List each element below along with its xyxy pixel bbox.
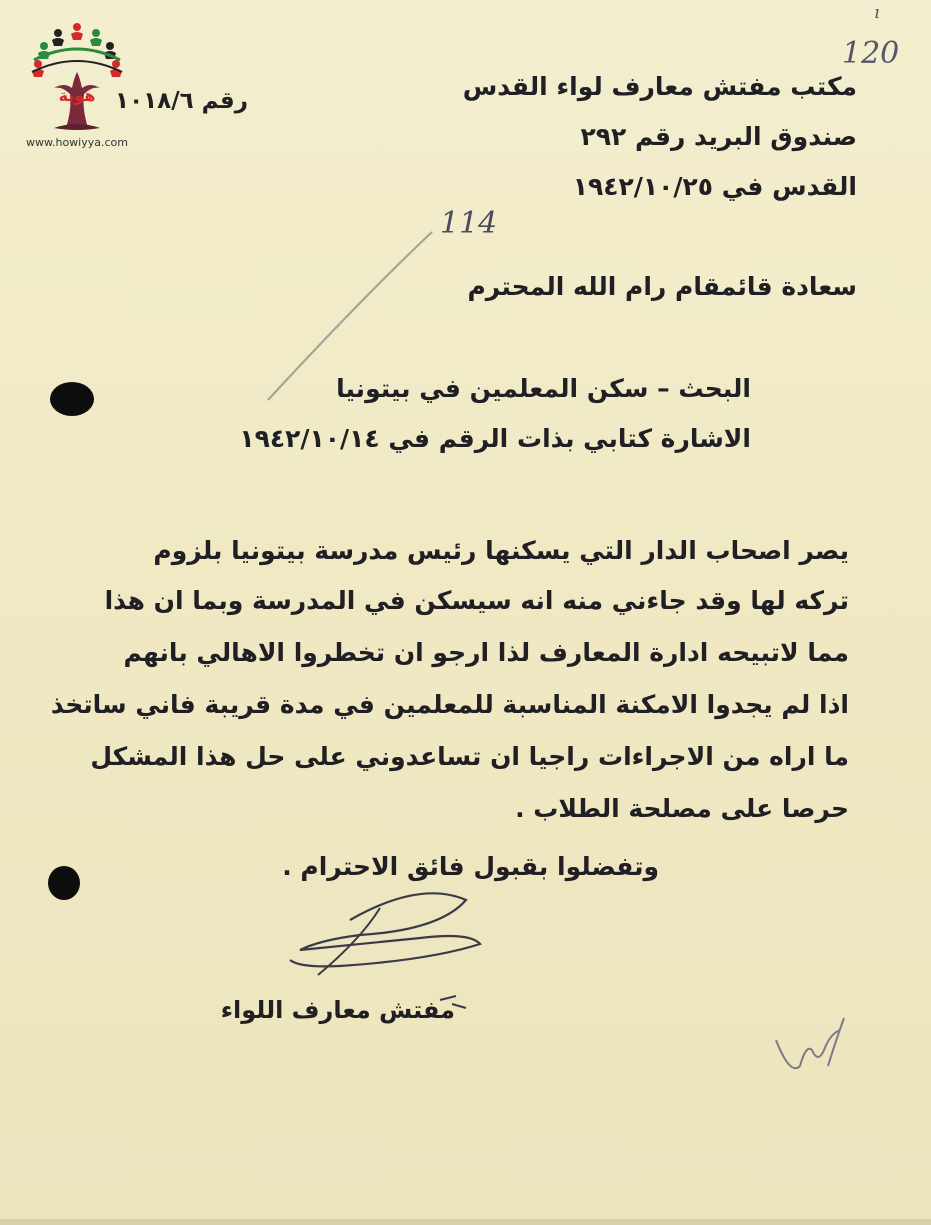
logo-wordmark: هوية	[58, 86, 96, 105]
body-line: اذا لم يجدوا الامكنة المناسبة للمعلمين في مدة قريبة فاني ساتخذ	[50, 690, 849, 719]
body-line: ما اراه من الاجراءات راجيا ان تساعدوني على حل هذا المشكل	[90, 742, 849, 771]
punch-hole-bottom	[48, 866, 80, 900]
body-line: مما لاتبيحه ادارة المعارف لذا ارجو ان تخطروا الاهالي بانهم	[123, 638, 849, 667]
body-line: يصر اصحاب الدار التي يسكنها رئيس مدرسة بيتونيا بلزوم	[153, 536, 849, 565]
subject-line: البحث – سكن المعلمين في بيتونيا	[336, 374, 751, 403]
body-line: حرصا على مصلحة الطلاب .	[515, 794, 849, 823]
archive-number: 120	[842, 36, 900, 71]
addressee: سعادة قائمقام رام الله المحترم	[467, 272, 857, 301]
body-line: تركه لها وقد جاءني منه انه سيسكن في المدرسة وبما ان هذا	[104, 586, 849, 615]
pencil-note: 114	[440, 206, 498, 241]
po-box: صندوق البريد رقم ٢٩٢	[580, 122, 857, 151]
signature-title: مفتش معارف اللواء	[220, 996, 455, 1024]
pencil-mark: ı	[874, 2, 880, 23]
place-date: القدس في ١٩٤٢/١٠/٢٥	[572, 172, 857, 201]
logo-url: www.howiyya.com	[26, 136, 128, 149]
reference-number: رقم ١٠١٨/٦	[115, 88, 248, 114]
punch-hole-top	[50, 382, 94, 416]
closing-line: وتفضلوا بقبول فائق الاحترام .	[282, 852, 659, 881]
reference-line: الاشارة كتابي بذات الرقم في ١٩٤٢/١٠/١٤	[239, 424, 751, 453]
office-name: مكتب مفتش معارف لواء القدس	[462, 72, 857, 101]
